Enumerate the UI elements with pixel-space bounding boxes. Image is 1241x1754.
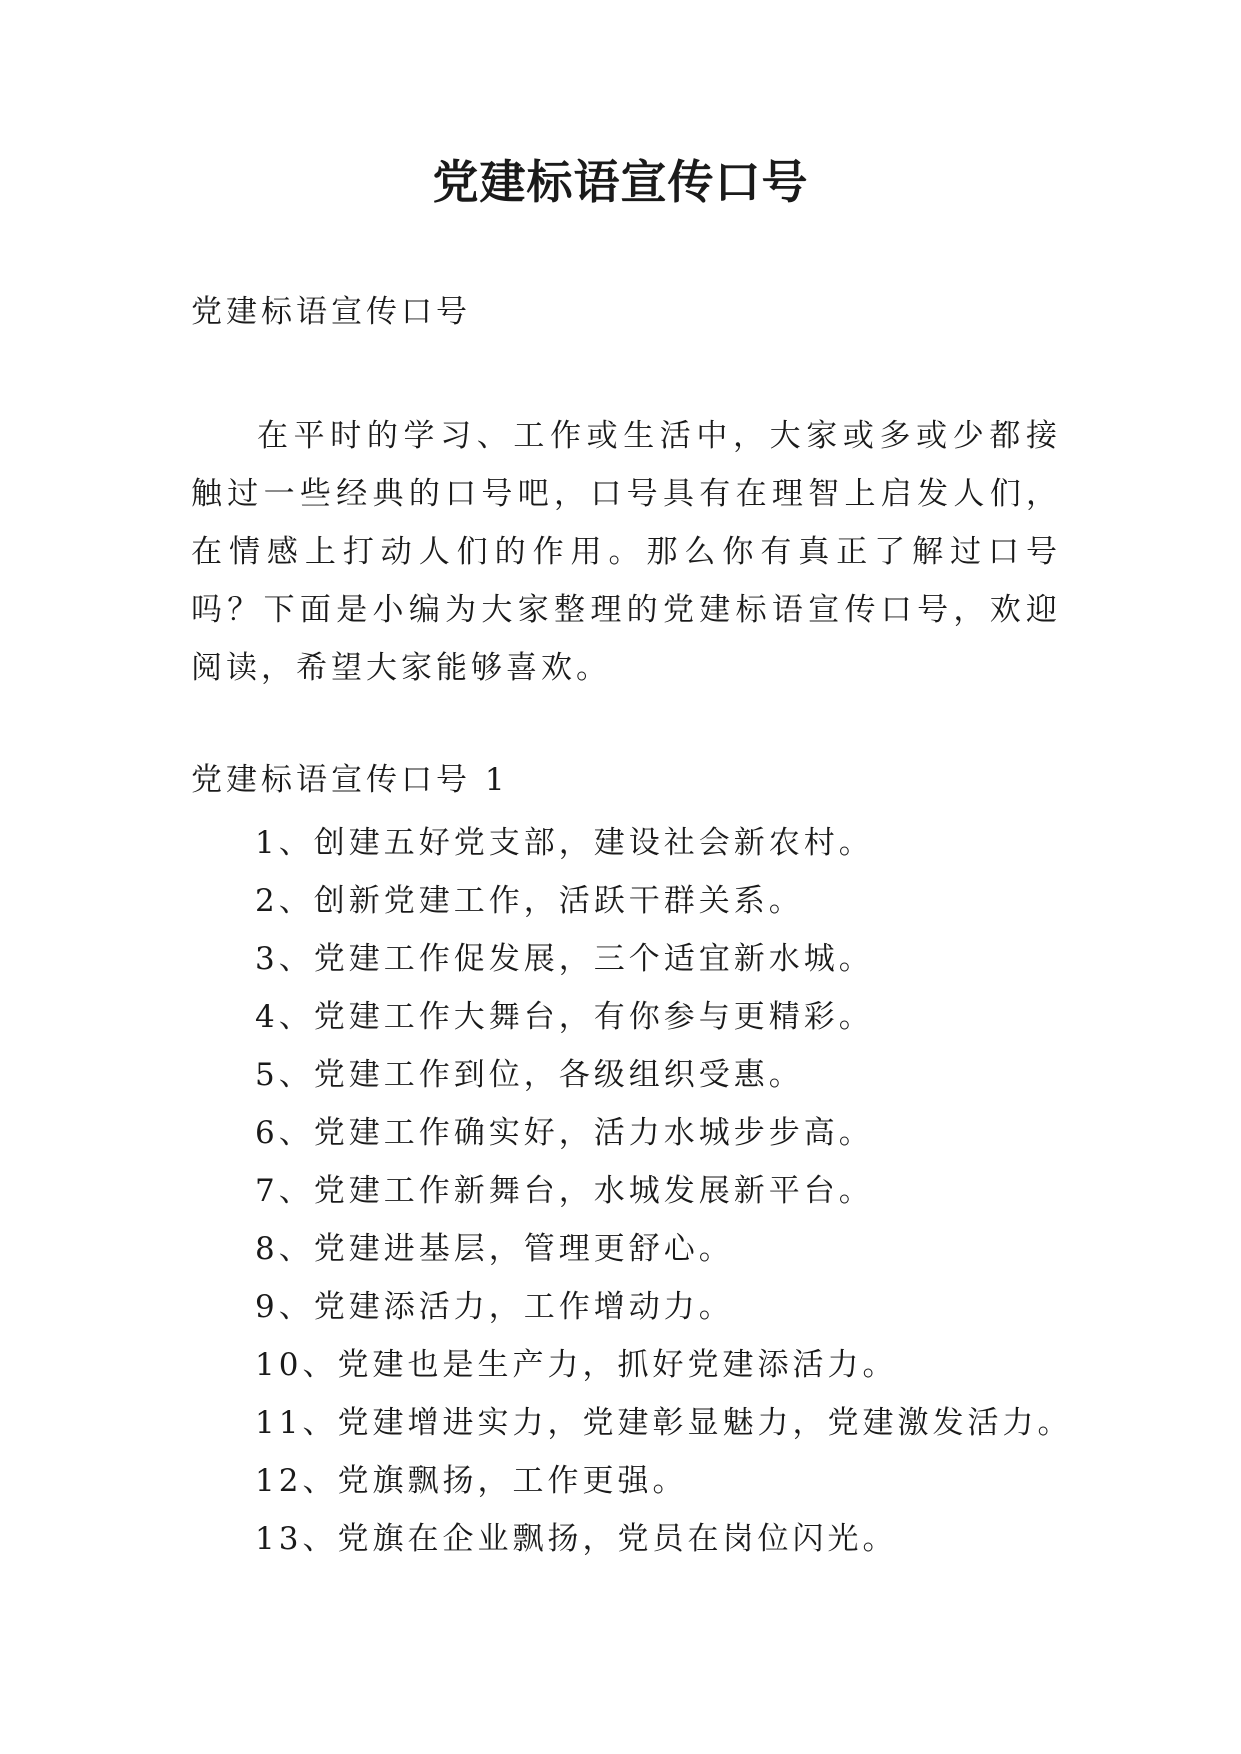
slogan-item: 1、创建五好党支部，建设社会新农村。 [255, 825, 874, 861]
slogan-item: 3、党建工作促发展，三个适宜新水城。 [255, 941, 874, 977]
slogan-item: 13、党旗在企业飘扬，党员在岗位闪光。 [255, 1521, 898, 1557]
slogan-item: 4、党建工作大舞台，有你参与更精彩。 [255, 999, 874, 1035]
section-heading: 党建标语宣传口号 1 [191, 762, 509, 798]
slogan-item: 10、党建也是生产力，抓好党建添活力。 [255, 1347, 898, 1383]
slogan-item: 7、党建工作新舞台，水城发展新平台。 [255, 1173, 874, 1209]
intro-paragraph: 在平时的学习、工作或生活中，大家或多或少都接触过一些经典的口号吧，口号具有在理智上启发人们，在情感上打动人们的作用。那么你有真正了解过口号吗？下面是小编为大家整理的党建标语宣传口号，欢迎阅读，希望大家能够喜欢。 [191, 418, 1061, 686]
document-subtitle: 党建标语宣传口号 [191, 294, 471, 330]
slogan-list [255, 814, 1072, 1568]
slogan-item: 11、党建增进实力，党建彰显魅力，党建激发活力。 [255, 1405, 1073, 1441]
slogan-item: 6、党建工作确实好，活力水城步步高。 [255, 1115, 874, 1151]
slogan-item: 12、党旗飘扬，工作更强。 [255, 1463, 688, 1499]
slogan-item: 2、创新党建工作，活跃干群关系。 [255, 883, 804, 919]
slogan-item: 5、党建工作到位，各级组织受惠。 [255, 1057, 804, 1093]
document-title: 党建标语宣传口号 [432, 155, 809, 209]
slogan-item: 8、党建进基层，管理更舒心。 [255, 1231, 734, 1267]
slogan-item: 9、党建添活力，工作增动力。 [255, 1289, 734, 1325]
